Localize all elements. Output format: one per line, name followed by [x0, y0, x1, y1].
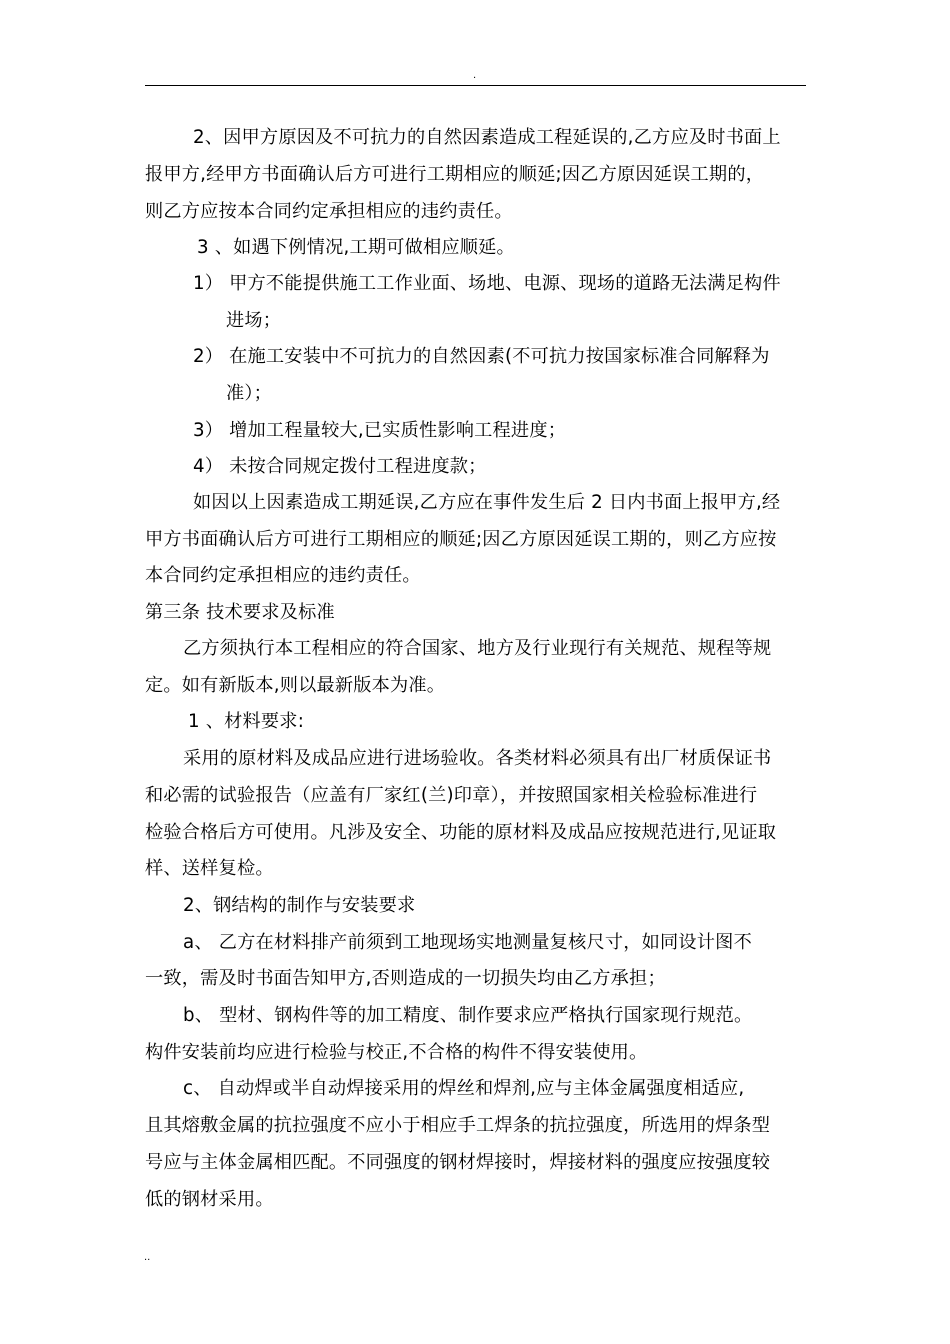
- text-line: 甲方书面确认后方可进行工期相应的顺延;因乙方原因延误工期的，则乙方应按: [145, 529, 777, 550]
- text-line: 1 、材料要求:: [188, 711, 305, 732]
- text-line: 2、钢结构的制作与安装要求: [183, 895, 416, 916]
- text-line: a、 乙方在材料排产前须到工地现场实地测量复核尺寸，如同设计图不: [183, 932, 752, 953]
- text-line: 样、送样复检。: [145, 858, 274, 879]
- text-line: 2、因甲方原因及不可抗力的自然因素造成工程延误的,乙方应及时书面上: [193, 127, 781, 148]
- header-mark: .: [473, 70, 477, 81]
- footer-mark: ..: [144, 1252, 151, 1263]
- text-line: 采用的原材料及成品应进行进场验收。各类材料必须具有出厂材质保证书: [183, 748, 772, 769]
- text-line: 且其熔敷金属的抗拉强度不应小于相应手工焊条的抗拉强度，所选用的焊条型: [145, 1115, 771, 1136]
- text-line: 如因以上因素造成工期延误,乙方应在事件发生后 2 日内书面上报甲方,经: [193, 492, 781, 513]
- text-line: 本合同约定承担相应的违约责任。: [145, 565, 421, 586]
- text-line: 2） 在施工安装中不可抗力的自然因素(不可抗力按国家标准合同解释为: [193, 346, 770, 367]
- text-line: 3） 增加工程量较大,已实质性影响工程进度；: [193, 420, 567, 441]
- text-line: 构件安装前均应进行检验与校正,不合格的构件不得安装使用。: [145, 1042, 648, 1063]
- text-line: 检验合格后方可使用。凡涉及安全、功能的原材料及成品应按规范进行,见证取: [145, 822, 777, 843]
- text-line: 低的钢材采用。: [145, 1189, 274, 1210]
- header-rule: [145, 85, 806, 86]
- text-line: 定。如有新版本,则以最新版本为准。: [145, 675, 446, 696]
- text-line: 报甲方,经甲方书面确认后方可进行工期相应的顺延;因乙方原因延误工期的，: [145, 164, 765, 185]
- text-line: 准）；: [226, 383, 273, 404]
- text-line: 进场；: [226, 310, 282, 331]
- text-line: 则乙方应按本合同约定承担相应的违约责任。: [145, 201, 513, 222]
- text-line: b、 型材、钢构件等的加工精度、制作要求应严格执行国家现行规范。: [183, 1005, 753, 1026]
- text-line: c、 自动焊或半自动焊接采用的焊丝和焊剂,应与主体金属强度相适应,: [183, 1078, 745, 1099]
- section-heading: 第三条 技术要求及标准: [145, 602, 335, 623]
- text-line: 一致，需及时书面告知甲方,否则造成的一切损失均由乙方承担；: [145, 968, 666, 989]
- text-line: 乙方须执行本工程相应的符合国家、地方及行业现行有关规范、规程等规: [183, 638, 772, 659]
- text-line: 和必需的试验报告（应盖有厂家红(兰)印章），并按照国家相关检验标准进行: [145, 785, 758, 806]
- text-line: 4） 未按合同规定拨付工程进度款；: [193, 456, 487, 477]
- text-line: 号应与主体金属相匹配。不同强度的钢材焊接时，焊接材料的强度应按强度较: [145, 1152, 771, 1173]
- text-line: 1） 甲方不能提供施工工作业面、场地、电源、现场的道路无法满足构件: [193, 273, 781, 294]
- text-line: 3 、如遇下例情况,工期可做相应顺延。: [197, 237, 515, 258]
